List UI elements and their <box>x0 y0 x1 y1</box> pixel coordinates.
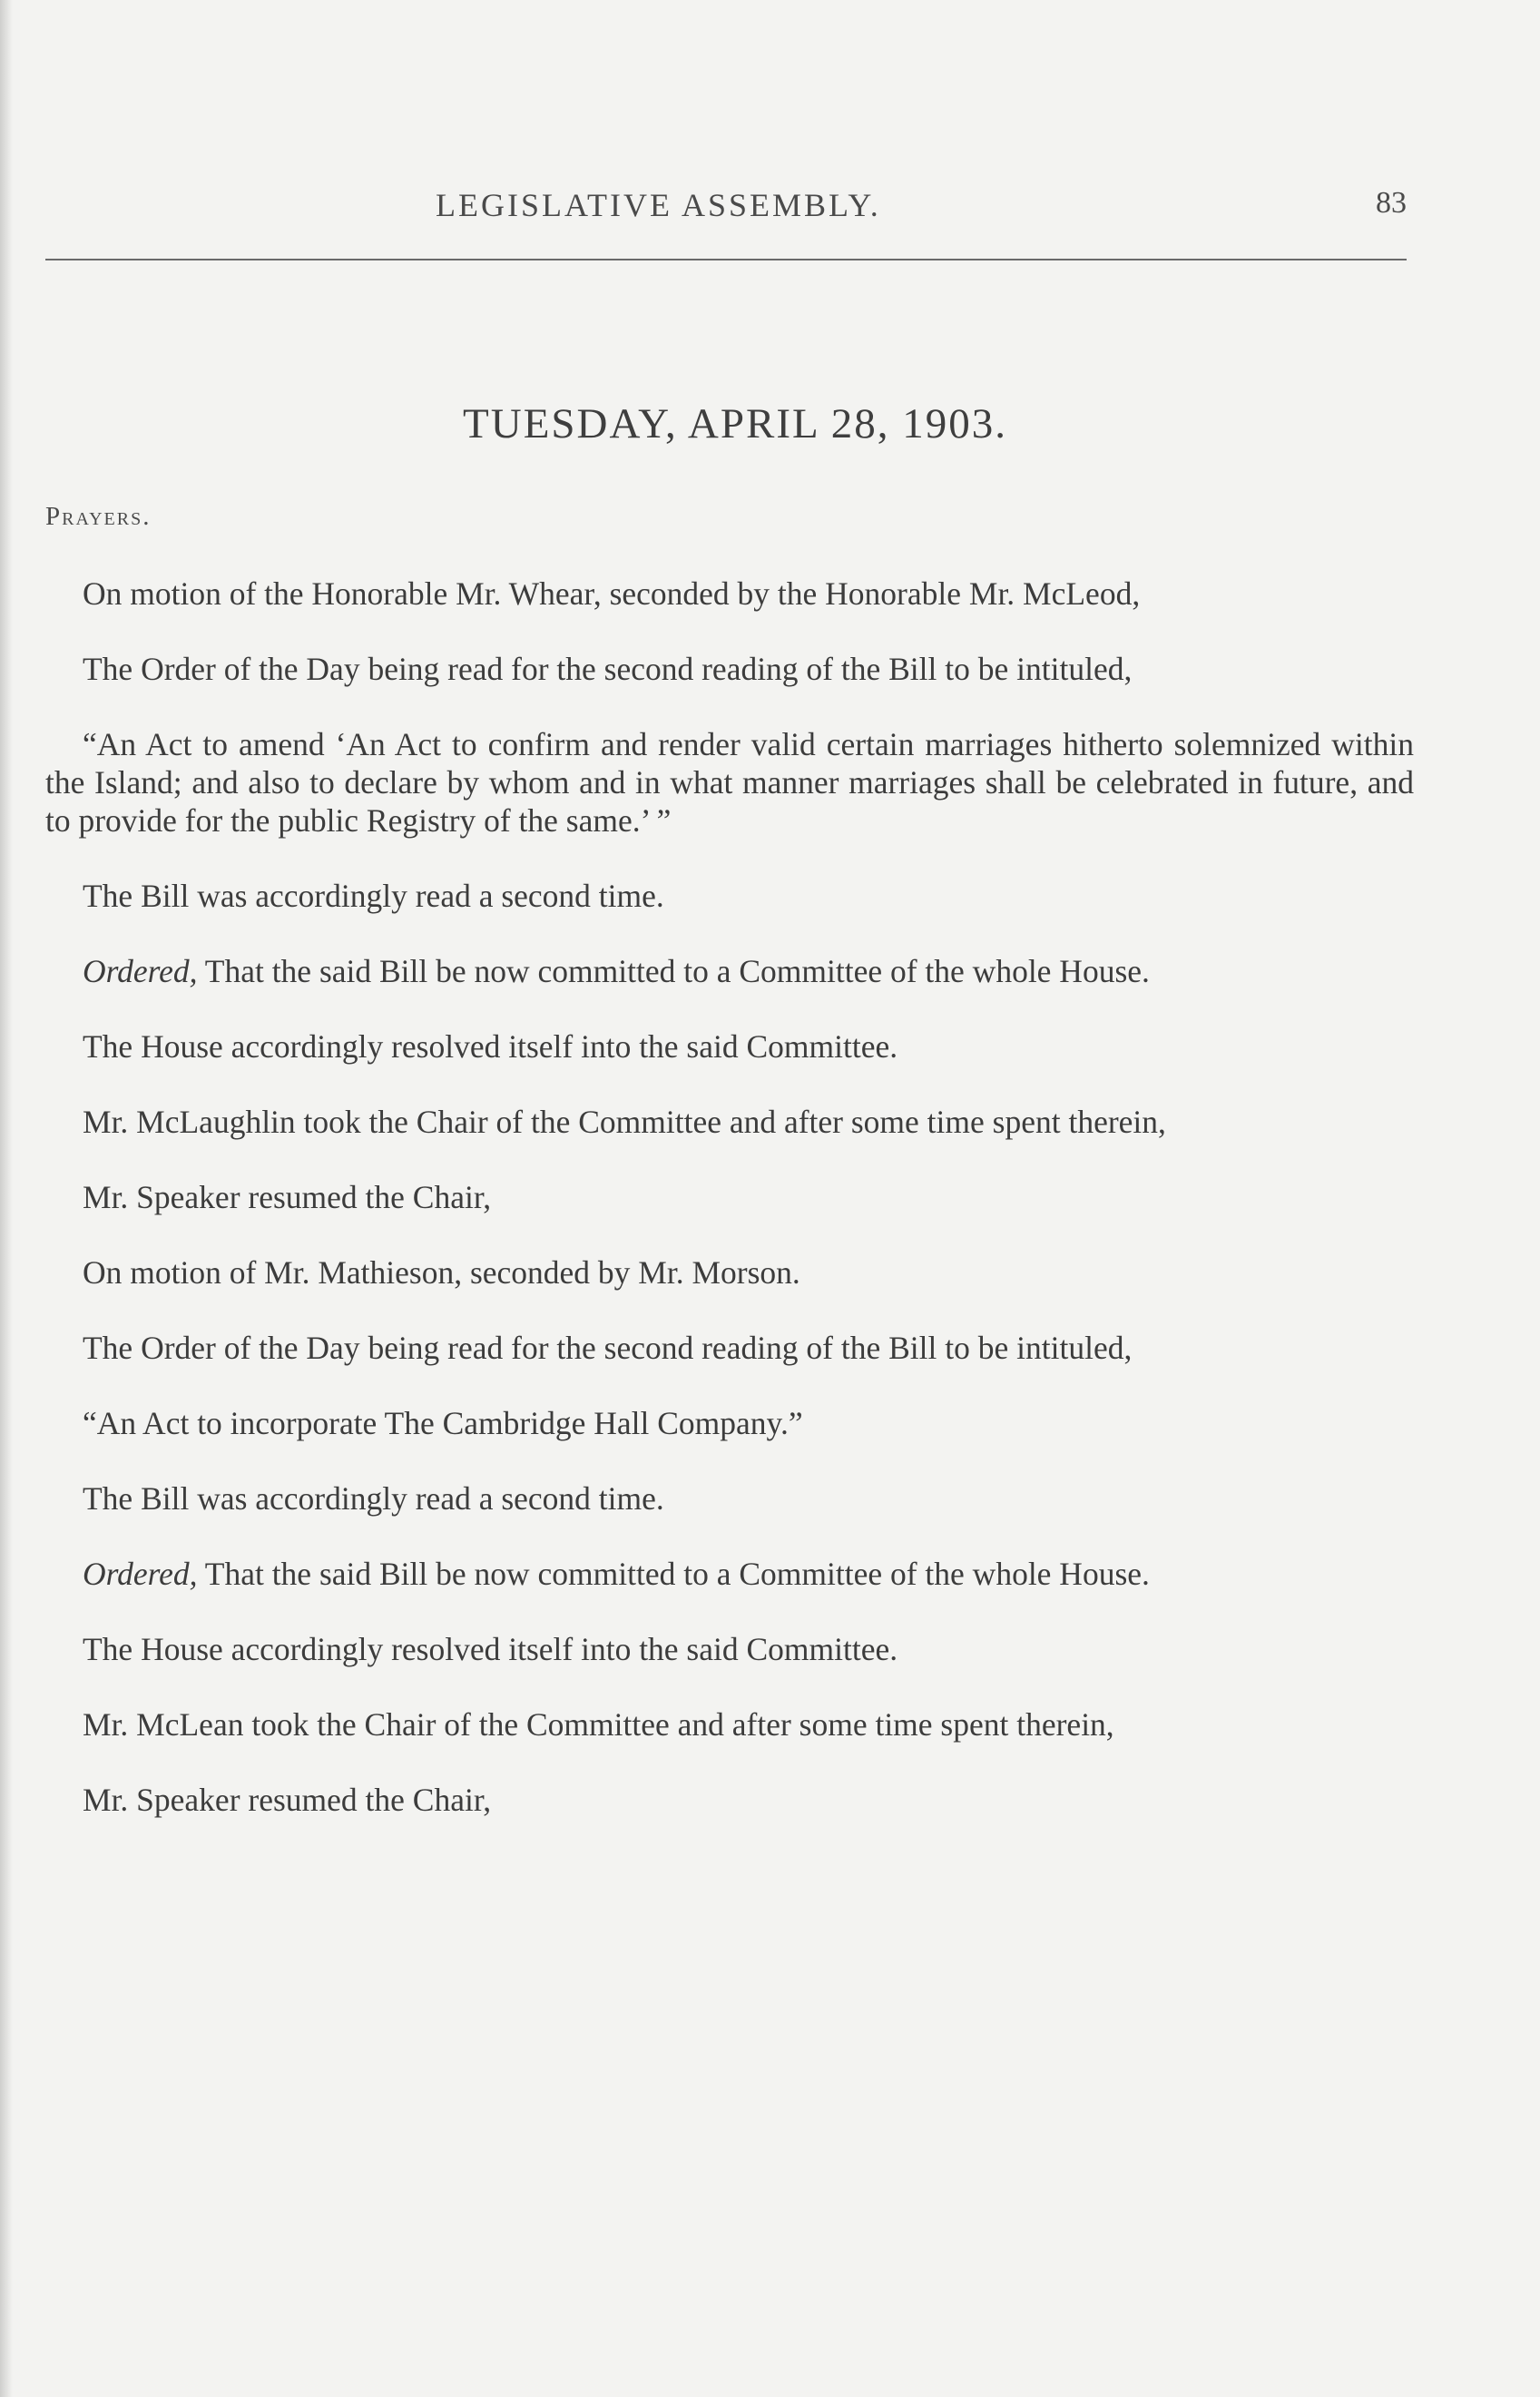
paragraph: Mr. McLean took the Chair of the Committee and after some time spent therein, <box>83 1706 1114 1743</box>
paragraph: “An Act to incorporate The Cambridge Hall Company.” <box>83 1405 803 1441</box>
paragraph: Mr. Speaker resumed the Chair, <box>83 1179 492 1215</box>
paragraph: The Order of the Day being read for the second reading of the Bill to be intituled, <box>83 1330 1133 1366</box>
paragraph: On motion of Mr. Mathieson, seconded by Mr. Morson. <box>83 1254 800 1291</box>
paragraph: The Order of the Day being read for the second reading of the Bill to be intituled, <box>83 651 1133 687</box>
running-head <box>45 186 1407 241</box>
header-rule <box>45 259 1407 260</box>
paragraph: On motion of the Honorable Mr. Whear, seconded by the Honorable Mr. McLeod, <box>83 575 1141 612</box>
paragraph: “An Act to amend ‘An Act to confirm and render valid certain marriages hitherto solemnized within the Island; and also to declare by whom and in what manner marriages shall be celebrated in future, and to provide for the public Registry of the same.’ ” <box>45 726 1414 839</box>
ordered-lead: Ordered, <box>83 1556 198 1592</box>
paragraph: The Bill was accordingly read a second time. <box>83 878 664 914</box>
minutes-body <box>45 575 1414 1856</box>
paragraph: The House accordingly resolved itself into the said Committee. <box>83 1631 898 1667</box>
running-head-title: LEGISLATIVE ASSEMBLY. <box>436 187 881 223</box>
paragraph: Mr. Speaker resumed the Chair, <box>83 1782 492 1818</box>
date-heading: TUESDAY, APRIL 28, 1903. <box>463 400 1007 447</box>
prayers-label: Prayers. <box>45 502 152 531</box>
paragraph: The Bill was accordingly read a second time. <box>83 1480 664 1517</box>
page-edge-shadow <box>0 0 13 2397</box>
paragraph: Ordered, That the said Bill be now committed to a Committee of the whole House. <box>83 953 1150 989</box>
paragraph: Ordered, That the said Bill be now committed to a Committee of the whole House. <box>83 1556 1150 1592</box>
page-number: 83 <box>1376 186 1407 220</box>
paragraph: The House accordingly resolved itself into the said Committee. <box>83 1028 898 1065</box>
paragraph: Mr. McLaughlin took the Chair of the Committee and after some time spent therein, <box>83 1104 1166 1140</box>
ordered-lead: Ordered, <box>83 953 198 989</box>
